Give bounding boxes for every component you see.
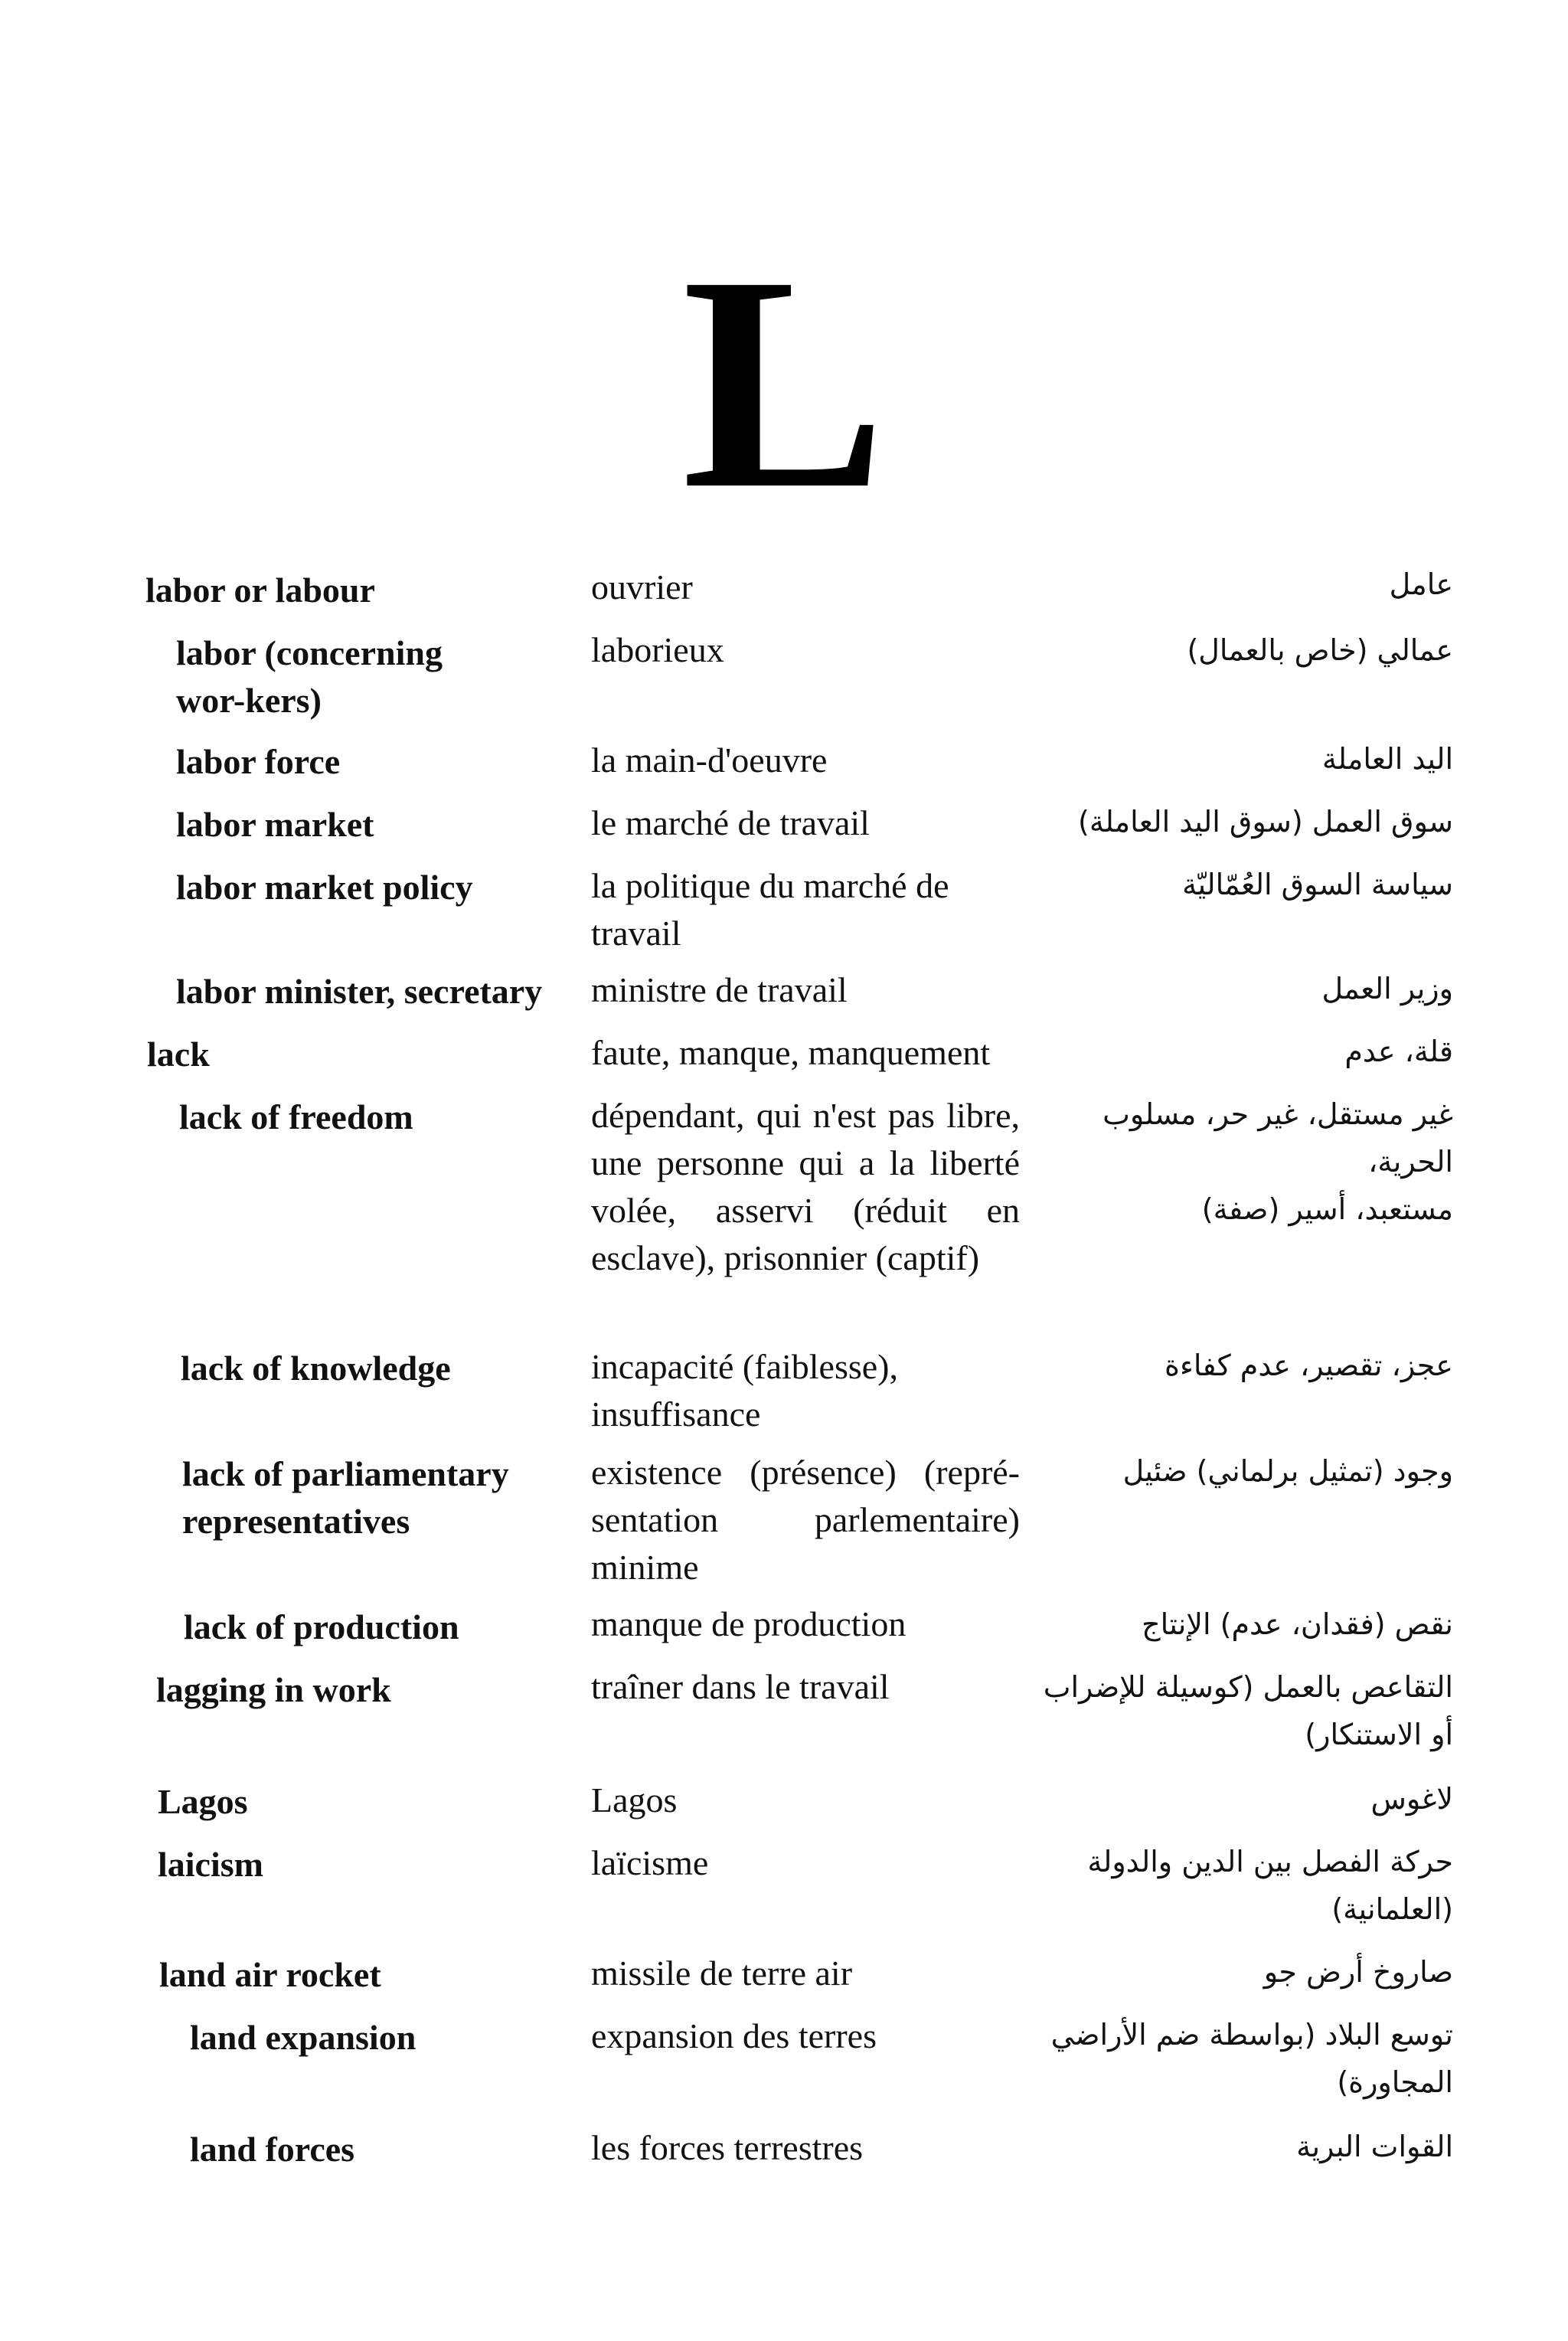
entry-arabic: سوق العمل (سوق اليد العاملة) (1078, 805, 1453, 839)
entry-arabic: وزير العمل (1321, 972, 1453, 1005)
entry-arabic: عمالي (خاص بالعمال) (1187, 633, 1453, 667)
entry-english: land forces (190, 2130, 355, 2169)
entry-english: land expansion (190, 2018, 416, 2057)
entry-english: lack of parliamentary representatives (182, 1454, 509, 1541)
entry-arabic: سياسة السوق العُمّاليّة (1182, 868, 1453, 901)
entry-arabic: وجود (تمثيل برلماني) ضئيل (1122, 1454, 1453, 1488)
entry-french: missile de terre air (591, 1954, 853, 1993)
entry-french: incapacité (faiblesse), insuffisance (591, 1347, 898, 1434)
entry-english: lagging in work (156, 1670, 391, 1709)
entry-arabic: توسع البلاد (بواسطة ضم الأراضي المجاورة) (1050, 2018, 1453, 2099)
entry-arabic: لاغوس (1370, 1782, 1453, 1816)
entry-arabic: القوات البرية (1296, 2130, 1453, 2163)
entry-arabic: عامل (1389, 567, 1453, 601)
entry-french: ministre de travail (591, 970, 848, 1009)
entry-french: la main-d'oeuvre (591, 741, 828, 780)
entry-french: manque de production (591, 1604, 906, 1643)
section-letter-heading: L (681, 213, 887, 552)
entry-english: land air rocket (159, 1955, 381, 1994)
entry-english: labor market (176, 805, 374, 844)
entry-english: lack of production (184, 1607, 459, 1646)
entry-french: Lagos (591, 1780, 678, 1820)
entry-french: traîner dans le travail (591, 1667, 890, 1706)
entry-french: faute, manque, manquement (591, 1033, 991, 1072)
entry-arabic: نقص (فقدان، عدم) الإنتاج (1142, 1607, 1453, 1641)
entry-arabic: اليد العاملة (1322, 742, 1453, 776)
entry-arabic: قلة، عدم (1344, 1035, 1453, 1068)
entry-english: lack of freedom (179, 1097, 413, 1136)
entry-english: lack (147, 1035, 210, 1074)
entry-french: existence (présence) (repré-sentation parlementaire) minime (591, 1453, 1020, 1587)
entry-arabic: التقاعص بالعمل (كوسيلة للإضراب أو الاستنكار) (1043, 1670, 1453, 1751)
entry-english: labor (concerning wor-kers) (176, 633, 443, 720)
entry-french: ouvrier (591, 567, 693, 607)
entry-french: dépendant, qui n'est pas libre, une personne qui a la liberté volée, asservi (réduit en esclave), prisonnier (captif) (591, 1096, 1020, 1277)
entry-arabic: حركة الفصل بين الدين والدولة (العلمانية) (1087, 1845, 1453, 1926)
entry-french: laborieux (591, 630, 724, 669)
entry-english: labor minister, secretary (176, 972, 543, 1011)
entry-english: labor or labour (145, 571, 375, 610)
entry-english: labor force (176, 742, 341, 781)
entry-arabic: صاروخ أرض جو (1263, 1955, 1453, 1989)
entry-english: labor market policy (176, 868, 473, 907)
entry-english: lack of knowledge (181, 1349, 451, 1388)
entry-arabic: غير مستقل، غير حر، مسلوب الحرية، مستعبد، أسير (صفة) (1102, 1097, 1453, 1226)
entry-french: laïcisme (591, 1843, 709, 1882)
entry-english: laicism (158, 1845, 263, 1884)
entry-french: les forces terrestres (591, 2128, 864, 2167)
entry-arabic: عجز، تقصير، عدم كفاءة (1165, 1349, 1453, 1382)
entry-english: Lagos (158, 1782, 248, 1821)
entry-french: expansion des terres (591, 2016, 877, 2055)
entry-french: le marché de travail (591, 803, 870, 842)
entry-french: la politique du marché de travail (591, 866, 949, 953)
